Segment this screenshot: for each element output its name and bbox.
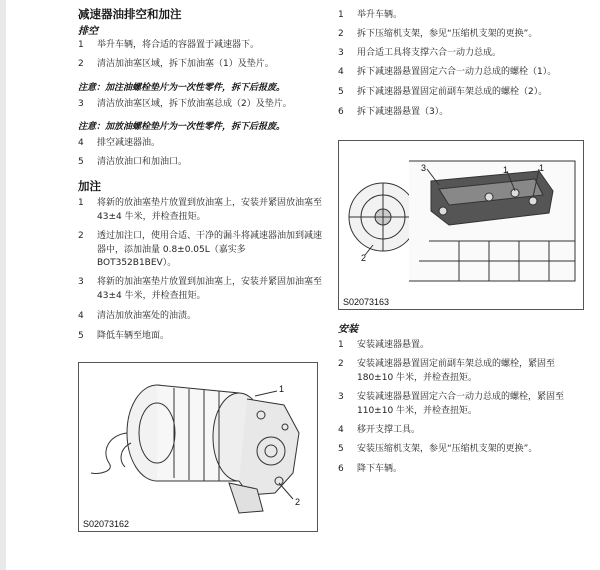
remove-step: 1 举升车辆。 xyxy=(338,10,403,20)
section-title: 减速器油排空和加注 xyxy=(78,7,182,21)
fill-step: 2 透过加注口，使用合适、干净的漏斗将减速器油加到减速器中，添加油量 0.8±0.05L（嘉实多 BOT352B1BEV）。 xyxy=(78,231,323,268)
callout-1b: 1 xyxy=(539,163,545,173)
reducer-figure xyxy=(78,362,318,532)
fill-step: 5 降低车辆至地面。 xyxy=(78,331,170,341)
install-step: 4 移开支撑工具。 xyxy=(338,425,421,435)
drain-step: 1 举升车辆，将合适的容器置于减速器下。 xyxy=(78,40,260,50)
drain-step: 2 清洁加油塞区域，拆下加油塞（1）及垫片。 xyxy=(78,59,274,69)
install-heading: 安装 xyxy=(338,324,358,335)
note-warning: 注意：加注油螺栓垫片为一次性零件，拆下后报废。 xyxy=(78,83,286,93)
remove-step: 6 拆下减速器悬置（3）。 xyxy=(338,107,449,117)
remove-step: 3 用合适工具将支撑六合一动力总成。 xyxy=(338,48,502,58)
fill-step: 3 将新的加油塞垫片放置到加油塞上，安装并紧固加油塞至 43±4 牛米，并检查扭矩。 xyxy=(78,277,323,301)
callout-1a: 1 xyxy=(503,165,509,175)
figure-id: S02073162 xyxy=(83,519,130,529)
drain-heading: 排空 xyxy=(78,26,98,37)
drain-step: 5 清洁放油口和加油口。 xyxy=(78,157,188,167)
remove-step: 4 拆下减速器悬置固定六合一动力总成的螺栓（1）。 xyxy=(338,67,557,77)
drain-step: 4 排空减速器油。 xyxy=(78,138,161,148)
page-edge xyxy=(0,0,6,570)
callout-2: 2 xyxy=(295,497,301,507)
fill-heading: 加注 xyxy=(78,179,101,193)
note-warning: 注意：加放油螺栓垫片为一次性零件，拆下后报废。 xyxy=(78,122,286,132)
remove-step: 5 拆下减速器悬置固定前副车架总成的螺栓（2）。 xyxy=(338,87,548,97)
install-step: 1 安装减速器悬置。 xyxy=(338,340,430,350)
callout-1: 1 xyxy=(279,384,285,394)
fill-step: 1 将新的放油塞垫片放置到放油塞上，安装并紧固放油塞至 43±4 牛米，并检查扭矩。 xyxy=(78,198,323,222)
callout-2: 2 xyxy=(361,253,367,263)
install-step: 5 安装压缩机支架，参见“压缩机支架的更换”。 xyxy=(338,444,538,454)
mount-illustration xyxy=(339,141,583,309)
drain-step: 3 清洁放油塞区域，拆下放油塞总成（2）及垫片。 xyxy=(78,99,292,109)
fill-step: 4 清洁加放油塞处的油渍。 xyxy=(78,311,197,321)
callout-3: 3 xyxy=(421,163,427,173)
figure-id: S02073163 xyxy=(343,297,390,307)
install-step: 3 安装减速器悬置固定六合一动力总成的螺栓，紧固至 110±10 牛米，并检查扭矩。 xyxy=(338,392,565,416)
install-step: 6 降下车辆。 xyxy=(338,464,403,474)
remove-step: 2 拆下压缩机支架，参见“压缩机支架的更换”。 xyxy=(338,29,538,39)
mount-figure xyxy=(338,140,584,310)
install-step: 2 安装减速器悬置固定前副车架总成的螺栓，紧固至 180±10 牛米，并检查扭矩。 xyxy=(338,359,556,383)
